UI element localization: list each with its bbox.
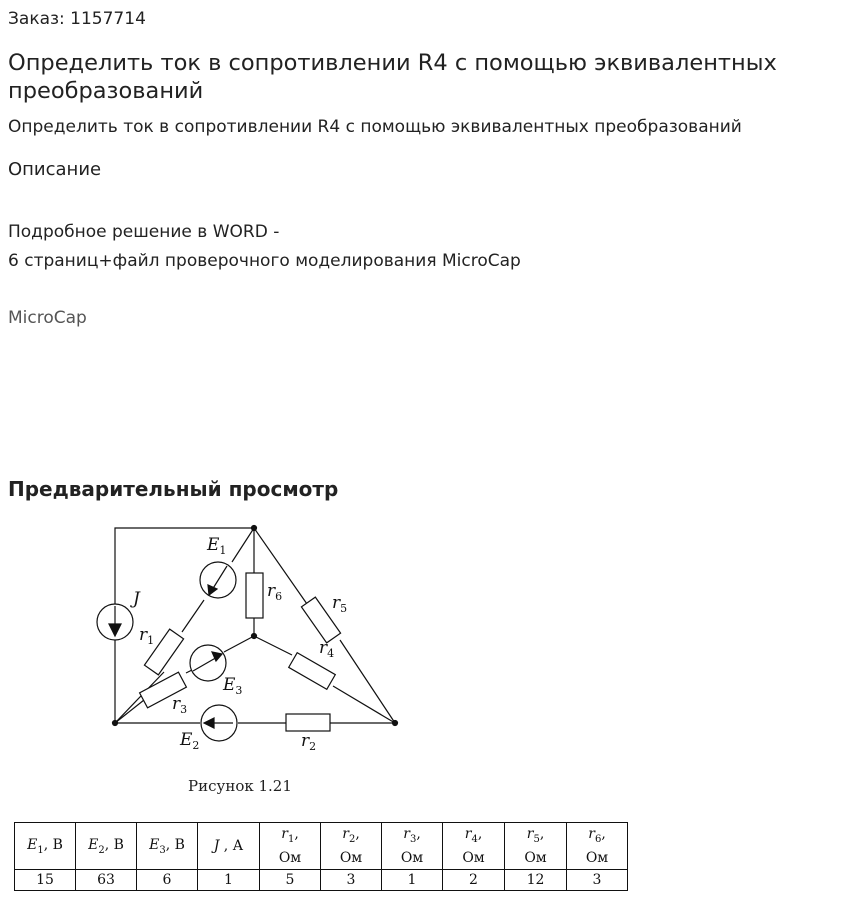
node-bottom-left	[113, 721, 118, 726]
label-r5: $r_5$	[332, 593, 348, 615]
table-cell: 6	[137, 870, 198, 891]
table-cell: 1	[198, 870, 260, 891]
page-title: Определить ток в сопротивлении R4 с помощью эквивалентных преобразований	[8, 50, 777, 104]
table-cell: 15	[15, 870, 76, 891]
table-cell: 5	[260, 870, 321, 891]
label-r6: $r_6$	[267, 581, 283, 603]
microcap-tag-link[interactable]: MicroCap	[8, 308, 87, 328]
table-header-cell: J , А	[198, 823, 260, 870]
table-cell: 3	[567, 870, 628, 891]
resistor-r2	[286, 714, 330, 731]
table-header-cell: $r_4$, Ом	[443, 823, 505, 870]
table-header-cell: $r_2$, Ом	[321, 823, 382, 870]
table-header-cell: $E_2$, В	[76, 823, 137, 870]
description-line-1: Подробное решение в WORD -	[8, 222, 280, 242]
subtitle: Определить ток в сопротивлении R4 с помощью эквивалентных преобразований	[8, 117, 742, 137]
description-line-2: 6 страниц+файл проверочного моделирования MicroCap	[8, 251, 521, 271]
label-r4: $r_4$	[319, 638, 335, 660]
node-center	[252, 634, 257, 639]
resistor-r6	[246, 573, 263, 618]
table-cell: 12	[505, 870, 567, 891]
order-number: Заказ: 1157714	[8, 9, 146, 29]
label-r2: $r_2$	[301, 731, 317, 753]
circuit-diagram	[0, 515, 420, 775]
table-header-row	[15, 823, 628, 870]
label-r1: $r_1$	[139, 625, 155, 647]
table-header-cell: $E_3$, В	[137, 823, 198, 870]
table-header-cell: $r_5$, Ом	[505, 823, 567, 870]
table-cell: 63	[76, 870, 137, 891]
label-e1: $E_1$	[207, 535, 227, 557]
label-e2: $E_2$	[180, 730, 200, 752]
label-r3: $r_3$	[172, 694, 188, 716]
table-cell: 3	[321, 870, 382, 891]
table-values-row	[15, 870, 628, 891]
description-heading: Описание	[8, 159, 102, 180]
table-header-cell: $r_1$, Ом	[260, 823, 321, 870]
label-e3: $E_3$	[223, 675, 243, 697]
table-cell: 2	[443, 870, 505, 891]
parameters-table	[14, 822, 628, 891]
preview-heading: Предварительный просмотр	[8, 477, 339, 501]
table-header-cell: $E_1$, В	[15, 823, 76, 870]
table-header-cell: $r_6$, Ом	[567, 823, 628, 870]
node-bottom-right	[393, 721, 398, 726]
label-j: J	[133, 589, 140, 609]
node-top	[252, 526, 257, 531]
figure-caption: Рисунок 1.21	[188, 777, 292, 795]
table-cell: 1	[382, 870, 443, 891]
table-header-cell: $r_3$, Ом	[382, 823, 443, 870]
